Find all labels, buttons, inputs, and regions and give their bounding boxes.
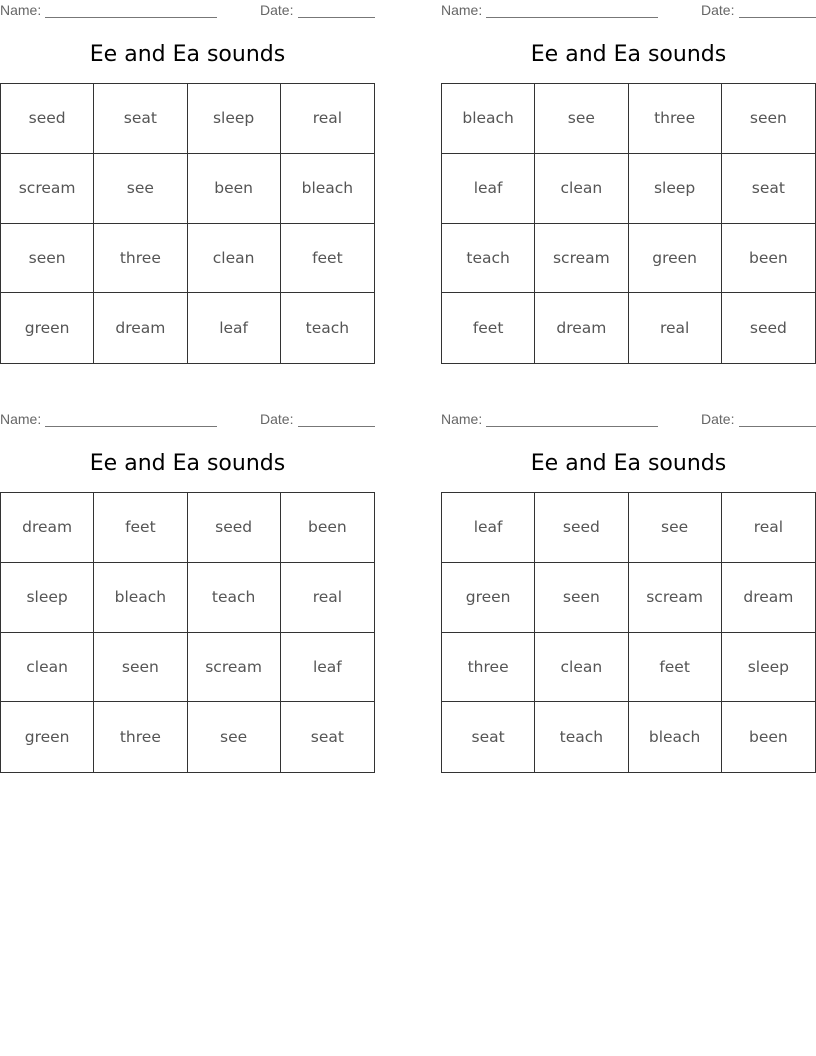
card-title: Ee and Ea sounds <box>530 42 727 67</box>
bingo-cell: see <box>94 154 187 224</box>
bingo-cell: real <box>281 84 374 154</box>
bingo-cell: seed <box>749 319 787 338</box>
name-field-line[interactable] <box>45 2 217 18</box>
bingo-cell: been <box>281 493 374 563</box>
bingo-cell: real <box>629 293 722 363</box>
bingo-cell: three <box>629 84 722 154</box>
bingo-cell: dream <box>1 493 94 563</box>
name-date-header <box>0 411 375 429</box>
bingo-cell: seat <box>94 84 187 154</box>
bingo-cell: scream <box>1 154 94 224</box>
date-label: Date: <box>260 2 294 18</box>
date-field-line[interactable] <box>739 411 816 427</box>
bingo-cell: seed <box>1 84 94 154</box>
date-label: Date: <box>701 2 735 18</box>
bingo-cell: seat <box>722 154 815 224</box>
bingo-cell: real <box>722 493 815 563</box>
date-field-line[interactable] <box>298 2 375 18</box>
bingo-cell: green <box>1 702 94 772</box>
bingo-cell: leaf <box>442 154 535 224</box>
card-title: Ee and Ea sounds <box>530 451 727 476</box>
bingo-cell: three <box>442 633 535 703</box>
bingo-cell: bleach <box>629 702 722 772</box>
name-field-line[interactable] <box>486 2 658 18</box>
name-date-header <box>441 411 816 429</box>
bingo-cell: clean <box>535 154 628 224</box>
bingo-cell: green <box>1 293 94 363</box>
bingo-cell: bleach <box>94 563 187 633</box>
bingo-cell: three <box>94 224 187 294</box>
bingo-cell: seed <box>188 493 281 563</box>
name-label: Name: <box>441 411 483 427</box>
bingo-cell: feet <box>94 493 187 563</box>
bingo-cell: see <box>188 702 281 772</box>
bingo-card <box>441 409 816 781</box>
name-field-line[interactable] <box>45 411 217 427</box>
card-title: Ee and Ea sounds <box>89 451 286 476</box>
bingo-cell: been <box>722 224 815 294</box>
bingo-cell: sleep <box>629 154 722 224</box>
bingo-cell: teach <box>305 319 350 338</box>
bingo-cell: feet <box>629 633 722 703</box>
bingo-cell: teach <box>442 224 535 294</box>
bingo-cell: clean <box>188 224 281 294</box>
bingo-cell: clean <box>1 633 94 703</box>
card-title: Ee and Ea sounds <box>89 42 286 67</box>
bingo-cell: bleach <box>281 154 374 224</box>
name-label: Name: <box>441 2 483 18</box>
bingo-cell: green <box>442 563 535 633</box>
bingo-card <box>0 409 375 781</box>
bingo-cell: three <box>94 702 187 772</box>
name-date-header <box>441 2 816 20</box>
name-label: Name: <box>0 2 42 18</box>
bingo-cell: scream <box>629 563 722 633</box>
date-field-line[interactable] <box>298 411 375 427</box>
bingo-cell: feet <box>442 293 535 363</box>
bingo-cell: dream <box>722 563 815 633</box>
bingo-card <box>441 0 816 372</box>
name-label: Name: <box>0 411 42 427</box>
bingo-grid <box>0 83 375 364</box>
bingo-cell: dream <box>94 293 187 363</box>
bingo-cell: leaf <box>281 633 374 703</box>
bingo-cell: teach <box>535 702 628 772</box>
bingo-cell: seat <box>442 702 535 772</box>
name-date-header <box>0 2 375 20</box>
bingo-grid <box>0 492 375 773</box>
bingo-cell: seen <box>722 84 815 154</box>
bingo-cell: sleep <box>188 84 281 154</box>
bingo-cell: been <box>188 154 281 224</box>
bingo-cell: teach <box>188 563 281 633</box>
bingo-cell: been <box>749 728 788 747</box>
bingo-cell: seen <box>94 633 187 703</box>
bingo-cell: seed <box>535 493 628 563</box>
bingo-cell: seen <box>1 224 94 294</box>
bingo-cell: clean <box>535 633 628 703</box>
bingo-cell: leaf <box>442 493 535 563</box>
bingo-cell: scream <box>535 224 628 294</box>
bingo-cell: seat <box>310 728 344 747</box>
bingo-card <box>0 0 375 372</box>
bingo-cell: bleach <box>442 84 535 154</box>
bingo-cell: see <box>629 493 722 563</box>
bingo-cell: scream <box>188 633 281 703</box>
bingo-cell: dream <box>535 293 628 363</box>
bingo-grid <box>441 492 816 773</box>
bingo-cell: green <box>629 224 722 294</box>
bingo-cell: feet <box>281 224 374 294</box>
date-label: Date: <box>260 411 294 427</box>
bingo-cell: real <box>281 563 374 633</box>
name-field-line[interactable] <box>486 411 658 427</box>
bingo-cell: sleep <box>722 633 815 703</box>
date-field-line[interactable] <box>739 2 816 18</box>
bingo-grid <box>441 83 816 364</box>
bingo-cell: see <box>535 84 628 154</box>
bingo-cell: seen <box>535 563 628 633</box>
date-label: Date: <box>701 411 735 427</box>
bingo-cell: sleep <box>1 563 94 633</box>
bingo-cell: leaf <box>188 293 281 363</box>
